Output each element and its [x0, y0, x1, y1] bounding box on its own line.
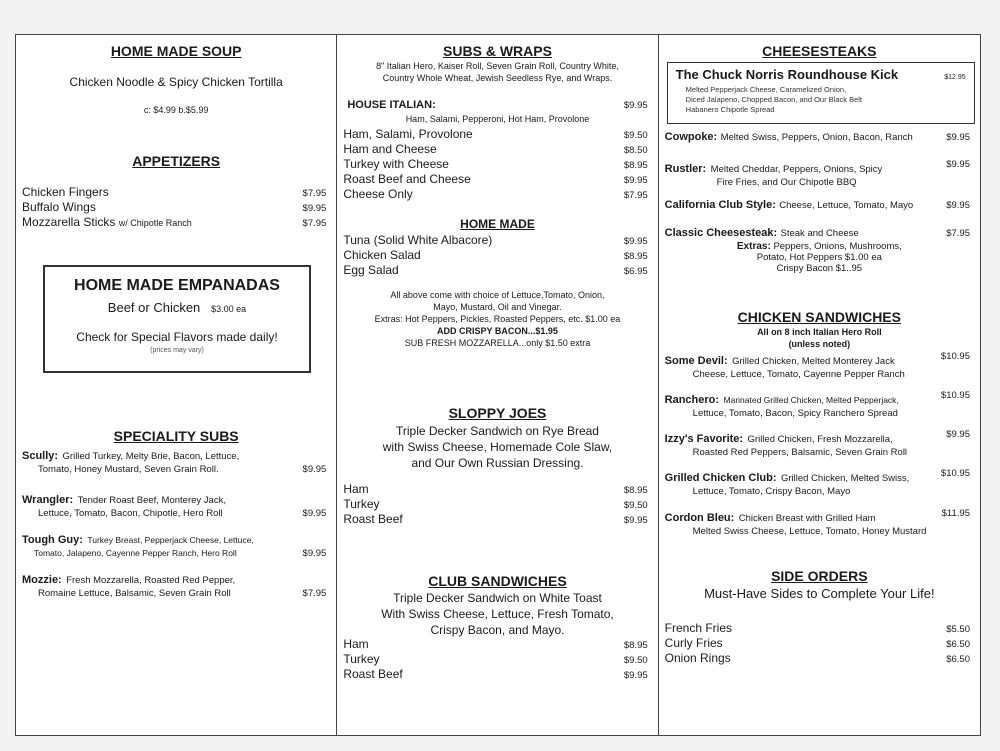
list-item: [22, 185, 326, 199]
item-price: $7.95: [623, 190, 648, 201]
item-price: $6.50: [946, 654, 970, 665]
item-name: Roast Beef: [343, 667, 403, 681]
item-name: Curly Fries: [664, 636, 723, 650]
item-name: Onion Rings: [664, 651, 731, 665]
item-desc: Grilled Chicken, Melted Swiss,: [780, 473, 910, 484]
item-desc: Melted Cheddar, Peppers, Onions, Spicy: [710, 164, 883, 175]
item-desc: Grilled Turkey, Melty Brie, Bacon, Lettuce,: [62, 451, 240, 462]
item-desc: Cheese, Lettuce, Tomato, Cayenne Pepper Ranch: [692, 369, 905, 380]
list-item: [343, 637, 647, 651]
item-name: Cowpoke:: [664, 131, 718, 143]
item-name: Ham: [343, 482, 369, 496]
list-item: [343, 233, 647, 247]
section-title-subs: SUBS & WRAPS: [443, 43, 552, 59]
item-desc: Fresh Mozzarella, Roasted Red Pepper,: [66, 575, 236, 586]
list-item: [343, 248, 647, 262]
featured-item: [676, 67, 966, 82]
item-name: Rustler:: [664, 163, 707, 175]
item-name: Buffalo Wings: [22, 200, 96, 214]
item-price: $7.95: [946, 228, 970, 239]
subs-breads-line2: Country Whole Wheat, Jewish Seedless Rye, and Wraps.: [382, 73, 613, 83]
item-name: Turkey: [343, 652, 380, 666]
item-price: $5.50: [946, 624, 970, 635]
section-title-soup: HOME MADE SOUP: [110, 43, 242, 59]
list-item: [665, 225, 970, 239]
item-name: Ham and Cheese: [343, 142, 437, 156]
classic-extras: [659, 241, 980, 274]
list-item: [22, 570, 326, 599]
item-name: Mozzarella Sticks: [22, 215, 116, 229]
list-item: [665, 390, 970, 419]
item-desc: Chicken Breast with Grilled Ham: [738, 513, 876, 524]
chicken-subtitle-1: All on 8 inch Italian Hero Roll: [757, 327, 882, 337]
homemade-note-1: All above come with choice of Lettuce,Tomato, Onion,: [390, 290, 605, 300]
item-desc: Diced Jalapeno, Chopped Bacon, and Our Black Belt: [685, 95, 863, 104]
club-desc-1: Triple Decker Sandwich on White Toast: [393, 591, 602, 605]
list-item: [343, 263, 647, 277]
item-price: $9.95: [623, 670, 648, 681]
homemade-note-3: Extras: Hot Peppers, Pickles, Roasted Peppers, etc. $1.00 ea: [374, 314, 621, 324]
list-item: [22, 490, 326, 519]
list-item: [343, 652, 647, 666]
item-name: Egg Salad: [343, 263, 399, 277]
item-price: $12.95: [944, 74, 966, 81]
list-item: [343, 482, 647, 496]
item-name: Cordon Bleu:: [664, 512, 735, 524]
list-item: [343, 497, 647, 511]
list-item: [665, 636, 970, 650]
item-name: Chicken Fingers: [22, 185, 109, 199]
item-price: $9.95: [302, 464, 327, 475]
list-item: [665, 197, 970, 211]
item-price: $8.95: [623, 640, 648, 651]
section-title-sides: SIDE ORDERS: [771, 568, 868, 584]
list-item: [343, 187, 647, 201]
item-name: Scully:: [22, 450, 59, 462]
item-price: $9.95: [302, 548, 327, 559]
empanadas-box: [43, 265, 311, 373]
item-desc: Grilled Chicken, Melted Monterey Jack: [732, 356, 895, 367]
item-name: Turkey: [343, 497, 380, 511]
item-desc: Lettuce, Tomato, Bacon, Spicy Ranchero Spread: [692, 408, 898, 419]
item-name: Ham: [343, 637, 369, 651]
extras-line: Crispy Bacon $1..95: [776, 263, 863, 274]
item-price: $9.95: [946, 159, 970, 170]
section-title-appetizers: APPETIZERS: [132, 153, 221, 169]
club-desc-2: With Swiss Cheese, Lettuce, Fresh Tomato,: [381, 607, 614, 621]
list-item: [343, 142, 647, 156]
section-title-speciality: SPECIALITY SUBS: [113, 428, 239, 444]
menu-column-left: [16, 35, 337, 735]
item-name: Chicken Salad: [343, 248, 421, 262]
item-name: Cheese Only: [343, 187, 413, 201]
item-price: $9.50: [623, 500, 648, 511]
menu-column-middle: [337, 35, 658, 735]
list-item: [343, 157, 647, 171]
empanadas-price: $3.00 ea: [211, 304, 247, 314]
item-name: Roast Beef: [343, 512, 403, 526]
item-desc: Tomato, Jalapeno, Cayenne Pepper Ranch, Hero Roll: [34, 548, 237, 558]
item-name: Izzy's Favorite:: [664, 433, 744, 445]
item-desc: Turkey Breast, Pepperjack Cheese, Lettuce,: [87, 535, 254, 545]
empanadas-special: Check for Special Flavors made daily!: [76, 330, 278, 344]
item-price: $6.95: [623, 266, 648, 277]
item-price: $8.95: [623, 251, 648, 262]
featured-item-box: [667, 62, 975, 124]
item-price: $6.50: [946, 639, 970, 650]
sloppy-desc-1: Triple Decker Sandwich on Rye Bread: [396, 424, 599, 438]
section-title-chicken: CHICKEN SANDWICHES: [737, 309, 901, 325]
empanadas-note: (prices may vary): [150, 347, 204, 354]
soup-items: Chicken Noodle & Spicy Chicken Tortilla: [69, 75, 283, 89]
item-desc: Melted Swiss, Peppers, Onion, Bacon, Ranch: [720, 132, 913, 143]
empanadas-title: HOME MADE EMPANADAS: [74, 277, 280, 294]
list-item: [343, 127, 647, 141]
club-desc-3: Crispy Bacon, and Mayo.: [430, 623, 565, 637]
item-desc: Melted Swiss Cheese, Lettuce, Tomato, Honey Mustard: [692, 526, 927, 537]
item-desc: Steak and Cheese: [780, 228, 859, 239]
empanadas-line: [45, 300, 309, 315]
list-item: [343, 172, 647, 186]
item-name: HOUSE ITALIAN:: [347, 99, 436, 111]
chicken-subtitle-2: (unless noted): [788, 339, 851, 349]
extras-line: Potato, Hot Peppers $1.00 ea: [756, 252, 882, 263]
item-desc: Lettuce, Tomato, Bacon, Chipotle, Hero Roll: [38, 508, 223, 519]
sloppy-desc-2: with Swiss Cheese, Homemade Cole Slaw,: [382, 440, 613, 454]
extras-label: Extras:: [736, 241, 771, 252]
list-item: [665, 159, 970, 188]
item-price: $9.95: [302, 203, 327, 214]
list-item: [22, 200, 326, 214]
item-name: Mozzie:: [22, 574, 62, 586]
section-title-club: CLUB SANDWICHES: [428, 573, 567, 589]
item-name: French Fries: [664, 621, 733, 635]
extras-line: Peppers, Onions, Mushrooms,: [773, 241, 902, 252]
item-price: $9.95: [946, 429, 970, 440]
item-price: $8.95: [623, 485, 648, 496]
item-price: $9.95: [623, 236, 648, 247]
item-price: $9.50: [623, 655, 648, 666]
list-item: [665, 621, 970, 635]
homemade-note-2: Mayo, Mustard, Oil and Vinegar.: [433, 302, 562, 312]
list-item: [22, 446, 326, 475]
item-price: $9.95: [302, 508, 327, 519]
item-name: Tuna (Solid White Albacore): [343, 233, 493, 247]
menu-column-right: [659, 35, 980, 735]
list-item: [343, 667, 647, 681]
list-item: [343, 512, 647, 526]
item-price: $11.95: [941, 508, 970, 519]
item-price: $8.95: [623, 160, 648, 171]
item-name: Roast Beef and Cheese: [343, 172, 471, 186]
list-item: [665, 508, 970, 537]
item-desc: Marinated Grilled Chicken, Melted Pepperjack,: [723, 395, 899, 405]
item-desc: Habanero Chipotle Spread: [685, 105, 775, 114]
item-price: $10.95: [940, 390, 970, 401]
item-name: Tough Guy:: [22, 534, 83, 546]
item-desc: Lettuce, Tomato, Crispy Bacon, Mayo: [692, 486, 851, 497]
sloppy-desc-3: and Our Own Russian Dressing.: [411, 456, 584, 470]
item-name: Ranchero:: [664, 394, 720, 406]
item-name: Grilled Chicken Club:: [664, 472, 777, 484]
item-desc: Fire Fries, and Our Chipotle BBQ: [716, 177, 857, 188]
item-price: $10.95: [940, 468, 970, 479]
item-price: $10.95: [940, 351, 970, 362]
item-desc: Grilled Chicken, Fresh Mozzarella,: [747, 434, 893, 445]
item-price: $7.95: [302, 218, 327, 229]
list-item: [665, 429, 970, 458]
list-item: [665, 468, 970, 497]
item-name: Classic Cheesesteak:: [664, 227, 778, 239]
list-item: [665, 651, 970, 665]
item-price: $9.50: [623, 130, 648, 141]
item-price: $9.95: [623, 100, 648, 111]
item-desc: Roasted Red Peppers, Balsamic, Seven Grain Roll: [692, 447, 908, 458]
item-name: Turkey with Cheese: [343, 157, 449, 171]
list-item: [22, 215, 326, 229]
item-desc: Melted Pepperjack Cheese, Caramelized Onion,: [685, 85, 847, 94]
item-name: Some Devil:: [664, 355, 728, 367]
list-item: [665, 129, 970, 143]
item-price: $9.95: [623, 515, 648, 526]
soup-prices: c: $4.99 b.$5.99: [143, 105, 209, 115]
section-title-homemade: HOME MADE: [460, 217, 535, 231]
item-name: The Chuck Norris Roundhouse Kick: [675, 67, 899, 82]
item-desc: Tomato, Honey Mustard, Seven Grain Roll.: [38, 464, 219, 475]
homemade-note-4: ADD CRISPY BACON...$1.95: [437, 326, 558, 336]
item-price: $9.95: [946, 132, 970, 143]
item-price: $9.95: [946, 200, 970, 211]
item-desc: Tender Roast Beef, Monterey Jack,: [77, 495, 226, 506]
item-note: w/ Chipotle Ranch: [118, 218, 192, 228]
section-title-sloppy: SLOPPY JOES: [448, 405, 547, 421]
item-price: $7.95: [302, 188, 327, 199]
empanadas-choice: Beef or Chicken: [107, 300, 201, 315]
item-price: $9.95: [623, 175, 648, 186]
item-desc: Ham, Salami, Pepperoni, Hot Ham, Provolone: [405, 114, 590, 124]
item-price: $7.95: [302, 588, 327, 599]
item-price: $8.50: [623, 145, 648, 156]
menu-sheet: [15, 34, 981, 736]
item-name: Ham, Salami, Provolone: [343, 127, 473, 141]
section-title-cheesesteaks: CHEESESTEAKS: [762, 43, 877, 59]
subs-breads-line1: 8" Italian Hero, Kaiser Roll, Seven Grain Roll, Country White,: [376, 61, 619, 71]
list-item: [22, 530, 326, 559]
list-item: [347, 99, 647, 111]
item-name: California Club Style:: [664, 199, 776, 211]
homemade-note-5: SUB FRESH MOZZARELLA...only $1.50 extra: [404, 338, 591, 348]
item-desc: Cheese, Lettuce, Tomato, Mayo: [779, 200, 914, 211]
item-name: Wrangler:: [22, 494, 74, 506]
list-item: [665, 351, 970, 380]
item-desc: Romaine Lettuce, Balsamic, Seven Grain Roll: [38, 588, 231, 599]
sides-tagline: Must-Have Sides to Complete Your Life!: [704, 586, 935, 601]
